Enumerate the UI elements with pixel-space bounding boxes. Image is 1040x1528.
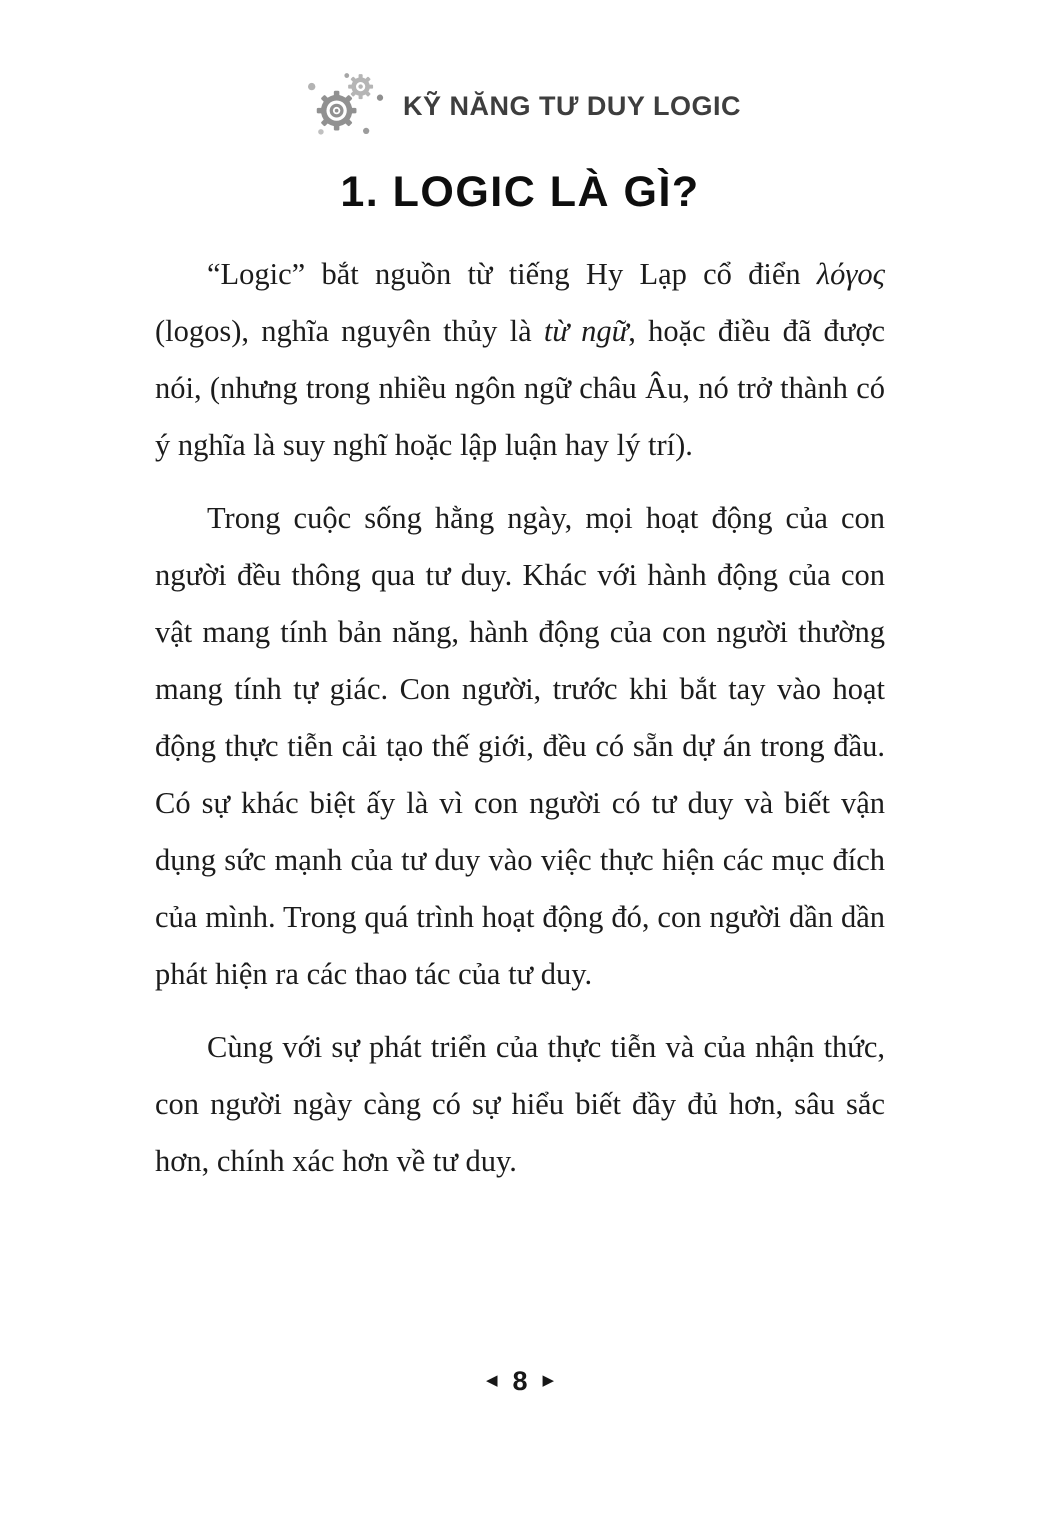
italic-term: từ ngữ — [543, 314, 629, 348]
page-header — [0, 70, 1040, 142]
greek-term: λόγος — [816, 257, 885, 291]
paragraph-3: Cùng với sự phát triển của thực tiễn và của nhận thức, con người ngày càng có sự hiểu biết đầy đủ hơn, sâu sắc hơn, chính xác hơn về tư duy. — [155, 1030, 885, 1178]
paragraph-1 — [155, 246, 885, 474]
gears-logo-icon — [299, 70, 389, 142]
paragraph-segment: , hoặc điều đã được nói, (nhưng trong nhiều ngôn ngữ châu Âu, nó trở thành có ý nghĩa là suy nghĩ hoặc lập luận hay lý trí). — [155, 314, 885, 462]
page-footer — [0, 1366, 1040, 1397]
prev-page-icon: ◀ — [485, 1373, 498, 1389]
chapter-title: 1. LOGIC LÀ GÌ? — [340, 168, 700, 216]
paragraph-segment: “Logic” bắt nguồn từ tiếng Hy Lạp cổ điển — [207, 257, 817, 291]
paragraph-2: Trong cuộc sống hằng ngày, mọi hoạt động của con người đều thông qua tư duy. Khác với hành động của con vật mang tính bản năng, hành động của con người thường mang tính tự giác. Con người, trước khi bắt tay vào hoạt động thực tiễn cải tạo thế giới, đều có sẵn dự án trong đầu. Có sự khác biệt ấy là vì con người có tư duy và biết vận dụng sức mạnh của tư duy vào việc thực hiện các mục đích của mình. Trong quá trình hoạt động đó, con người dần dần phát hiện ra các thao tác của tư duy. — [155, 501, 885, 991]
book-title: KỸ NĂNG TƯ DUY LOGIC — [403, 90, 741, 121]
page-content — [155, 246, 885, 1206]
page-number: 8 — [512, 1366, 528, 1396]
next-page-icon: ▶ — [542, 1373, 555, 1389]
paragraph-segment: (logos), nghĩa nguyên thủy là — [155, 314, 544, 348]
